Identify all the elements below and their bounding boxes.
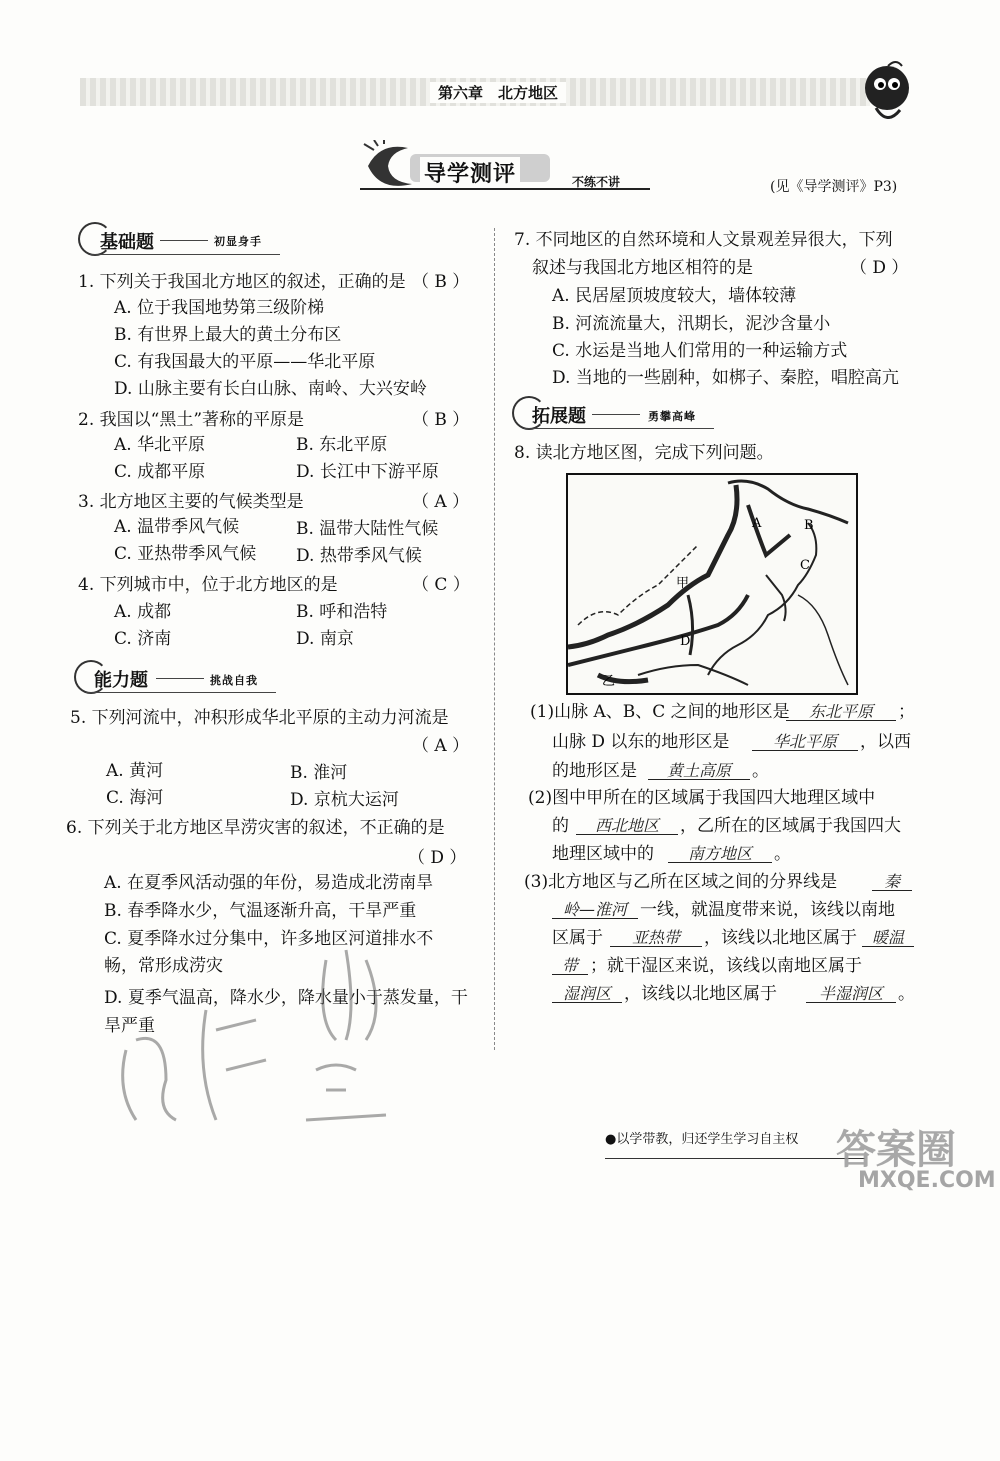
q8-p3-text4: ，该线以北地区属于 bbox=[704, 928, 857, 948]
q8-p3-answer4: 湿润区 bbox=[552, 986, 622, 1003]
banner-underline bbox=[360, 188, 650, 190]
q8-p2-text1: (2)图中甲所在的区域属于我国四大地理区域中 bbox=[528, 788, 876, 808]
map-drawing bbox=[568, 475, 856, 693]
map-label-b: B bbox=[804, 518, 814, 533]
mascot-icon bbox=[858, 60, 916, 130]
q4-option-c: C. 济南 bbox=[114, 629, 172, 649]
q8-p1-text3: 山脉 D 以东的地形区是 bbox=[552, 732, 730, 752]
q1-option-a: A. 位于我国地势第三级阶梯 bbox=[114, 298, 325, 318]
q6-option-c-cont: 畅，常形成涝灾 bbox=[104, 956, 223, 976]
q8-p1-answer1: 东北平原 bbox=[786, 704, 896, 721]
q1-option-b: B. 有世界上最大的黄土分布区 bbox=[114, 325, 342, 345]
q8-p1-answer3: 黄土高原 bbox=[648, 763, 750, 780]
map-label-d: D bbox=[680, 634, 691, 649]
q5-stem: 5. 下列河流中，冲积形成华北平原的主动力河流是 bbox=[70, 708, 449, 728]
q7-option-b: B. 河流流量大，汛期长，泥沙含量小 bbox=[552, 314, 831, 334]
map-label-yi: 乙 bbox=[602, 674, 616, 689]
q3-option-a: A. 温带季风气候 bbox=[114, 517, 240, 537]
q8-p3-text3: 区属于 bbox=[552, 928, 603, 948]
map-label-a: A bbox=[752, 516, 762, 531]
q5-option-b: B. 淮河 bbox=[290, 763, 348, 783]
q7-stem-line1: 7. 不同地区的自然环境和人文景观差异很大，下列 bbox=[514, 230, 893, 250]
chapter-title: 第六章 北方地区 bbox=[430, 82, 566, 103]
q7-option-c: C. 水运是当地人们常用的一种运输方式 bbox=[552, 341, 848, 361]
q7-option-a: A. 民居屋顶坡度较大，墙体较薄 bbox=[552, 286, 797, 306]
section-basic-sub: 初显身手 bbox=[214, 235, 262, 248]
q3-option-c: C. 亚热带季风气候 bbox=[114, 544, 257, 564]
q2-option-c: C. 成都平原 bbox=[114, 462, 206, 482]
q6-option-b: B. 春季降水少，气温逐渐升高，干旱严重 bbox=[104, 901, 417, 921]
q2-option-b: B. 东北平原 bbox=[296, 435, 388, 455]
q2-stem: 2. 我国以“黑土”著称的平原是 bbox=[78, 410, 305, 430]
section-basic-title: 基础题 bbox=[100, 232, 154, 253]
q8-p2-text5: 。 bbox=[774, 844, 791, 864]
q8-p3-answer5: 半湿润区 bbox=[806, 986, 896, 1003]
q8-p1-text2: ； bbox=[898, 702, 915, 722]
q6-option-a: A. 在夏季风活动强的年份，易造成北涝南旱 bbox=[104, 873, 434, 893]
q1-stem: 1. 下列关于我国北方地区的叙述，正确的是 bbox=[78, 272, 406, 292]
q4-stem: 4. 下列城市中，位于北方地区的是 bbox=[78, 575, 338, 595]
q8-p3-answer3a: 暖温 bbox=[862, 930, 914, 947]
north-region-map bbox=[566, 473, 858, 695]
q8-stem: 8. 读北方地区图，完成下列问题。 bbox=[514, 443, 774, 463]
q3-answer: （ A ） bbox=[412, 492, 470, 512]
q8-p3-text1: (3)北方地区与乙所在区域之间的分界线是 bbox=[524, 872, 838, 892]
q8-p2-answer2: 南方地区 bbox=[668, 846, 772, 863]
watermark-url: MXQE.COM bbox=[858, 1168, 996, 1193]
q6-option-c: C. 夏季降水过分集中，许多地区河道排水不 bbox=[104, 929, 434, 949]
section-dash bbox=[592, 414, 640, 415]
q8-p1-text5: 的地形区是 bbox=[552, 761, 637, 781]
q2-option-a: A. 华北平原 bbox=[114, 435, 206, 455]
q3-option-d: D. 热带季风气候 bbox=[296, 546, 422, 566]
section-extend-sub: 勇攀高峰 bbox=[648, 410, 696, 423]
q3-option-b: B. 温带大陆性气候 bbox=[296, 519, 439, 539]
q2-answer: （ B ） bbox=[412, 410, 470, 430]
q8-p3-text5: ；就干湿区来说，该线以南地区属于 bbox=[590, 956, 862, 976]
q5-option-d: D. 京杭大运河 bbox=[290, 790, 399, 810]
q8-p1-answer2: 华北平原 bbox=[752, 734, 858, 751]
q8-p2-text3: ，乙所在的区域属于我国四大 bbox=[680, 816, 901, 836]
map-label-c: C bbox=[800, 558, 810, 573]
q8-p3-answer2: 亚热带 bbox=[610, 930, 702, 947]
section-ability-sub: 挑战自我 bbox=[210, 674, 258, 687]
q6-option-d: D. 夏季气温高，降水少，降水量小于蒸发量，干 bbox=[104, 988, 468, 1008]
q8-p3-answer3b: 带 bbox=[552, 958, 588, 975]
q8-p2-text2: 的 bbox=[552, 816, 569, 836]
column-divider bbox=[494, 228, 495, 1050]
q8-p3-text2: 一线，就温度带来说，该线以南地 bbox=[640, 900, 895, 920]
reference-note: (见《导学测评》P3) bbox=[770, 179, 898, 195]
q8-p1-text6: 。 bbox=[752, 761, 769, 781]
q8-p3-answer1a: 秦 bbox=[872, 874, 912, 891]
q5-answer: （ A ） bbox=[412, 736, 470, 756]
q8-p1-text4: ，以西 bbox=[860, 732, 911, 752]
q4-answer: （ C ） bbox=[412, 575, 470, 595]
section-ability-title: 能力题 bbox=[94, 670, 148, 691]
banner-title: 导学测评 bbox=[420, 157, 520, 188]
section-extend-title: 拓展题 bbox=[532, 406, 586, 427]
q7-option-d: D. 当地的一些剧种，如梆子、秦腔，唱腔高亢 bbox=[552, 368, 899, 388]
q1-option-d: D. 山脉主要有长白山脉、南岭、大兴安岭 bbox=[114, 379, 427, 399]
q4-option-d: D. 南京 bbox=[296, 629, 354, 649]
q4-option-a: A. 成都 bbox=[114, 602, 172, 622]
section-underline bbox=[524, 428, 714, 429]
footer-slogan: ●以学带教，归还学生学习自主权 bbox=[605, 1132, 799, 1147]
map-label-jia: 甲 bbox=[676, 576, 690, 591]
section-dash bbox=[160, 240, 208, 241]
q6-option-d-cont: 旱严重 bbox=[104, 1016, 155, 1036]
q6-stem: 6. 下列关于北方地区旱涝灾害的叙述，不正确的是 bbox=[66, 818, 445, 838]
q1-answer: （ B ） bbox=[412, 272, 470, 292]
section-underline bbox=[86, 692, 276, 693]
section-underline bbox=[90, 254, 280, 255]
q3-stem: 3. 北方地区主要的气候类型是 bbox=[78, 492, 304, 512]
q2-option-d: D. 长江中下游平原 bbox=[296, 462, 439, 482]
q8-p3-answer1b: 岭—淮河 bbox=[552, 902, 638, 919]
q8-p1-text1: (1)山脉 A、B、C 之间的地形区是 bbox=[530, 702, 790, 722]
footer-line bbox=[605, 1158, 865, 1159]
q8-p2-text4: 地理区域中的 bbox=[552, 844, 654, 864]
watermark-logo: 答案圈 bbox=[836, 1127, 956, 1173]
q6-answer: （ D ） bbox=[408, 848, 467, 868]
q5-option-c: C. 海河 bbox=[106, 788, 164, 808]
banner-note: 不练不讲 bbox=[572, 175, 621, 189]
q1-option-c: C. 有我国最大的平原——华北平原 bbox=[114, 352, 376, 372]
section-dash bbox=[156, 678, 204, 679]
q4-option-b: B. 呼和浩特 bbox=[296, 602, 388, 622]
q8-p3-text6: ，该线以北地区属于 bbox=[624, 984, 777, 1004]
q8-p2-answer1: 西北地区 bbox=[576, 818, 678, 835]
q7-stem-line2: 叙述与我国北方地区相符的是 bbox=[532, 258, 753, 278]
q8-p3-text7: 。 bbox=[898, 984, 915, 1004]
q7-answer: （ D ） bbox=[850, 258, 909, 278]
q5-option-a: A. 黄河 bbox=[106, 761, 164, 781]
handwritten-scribble bbox=[96, 930, 496, 1130]
